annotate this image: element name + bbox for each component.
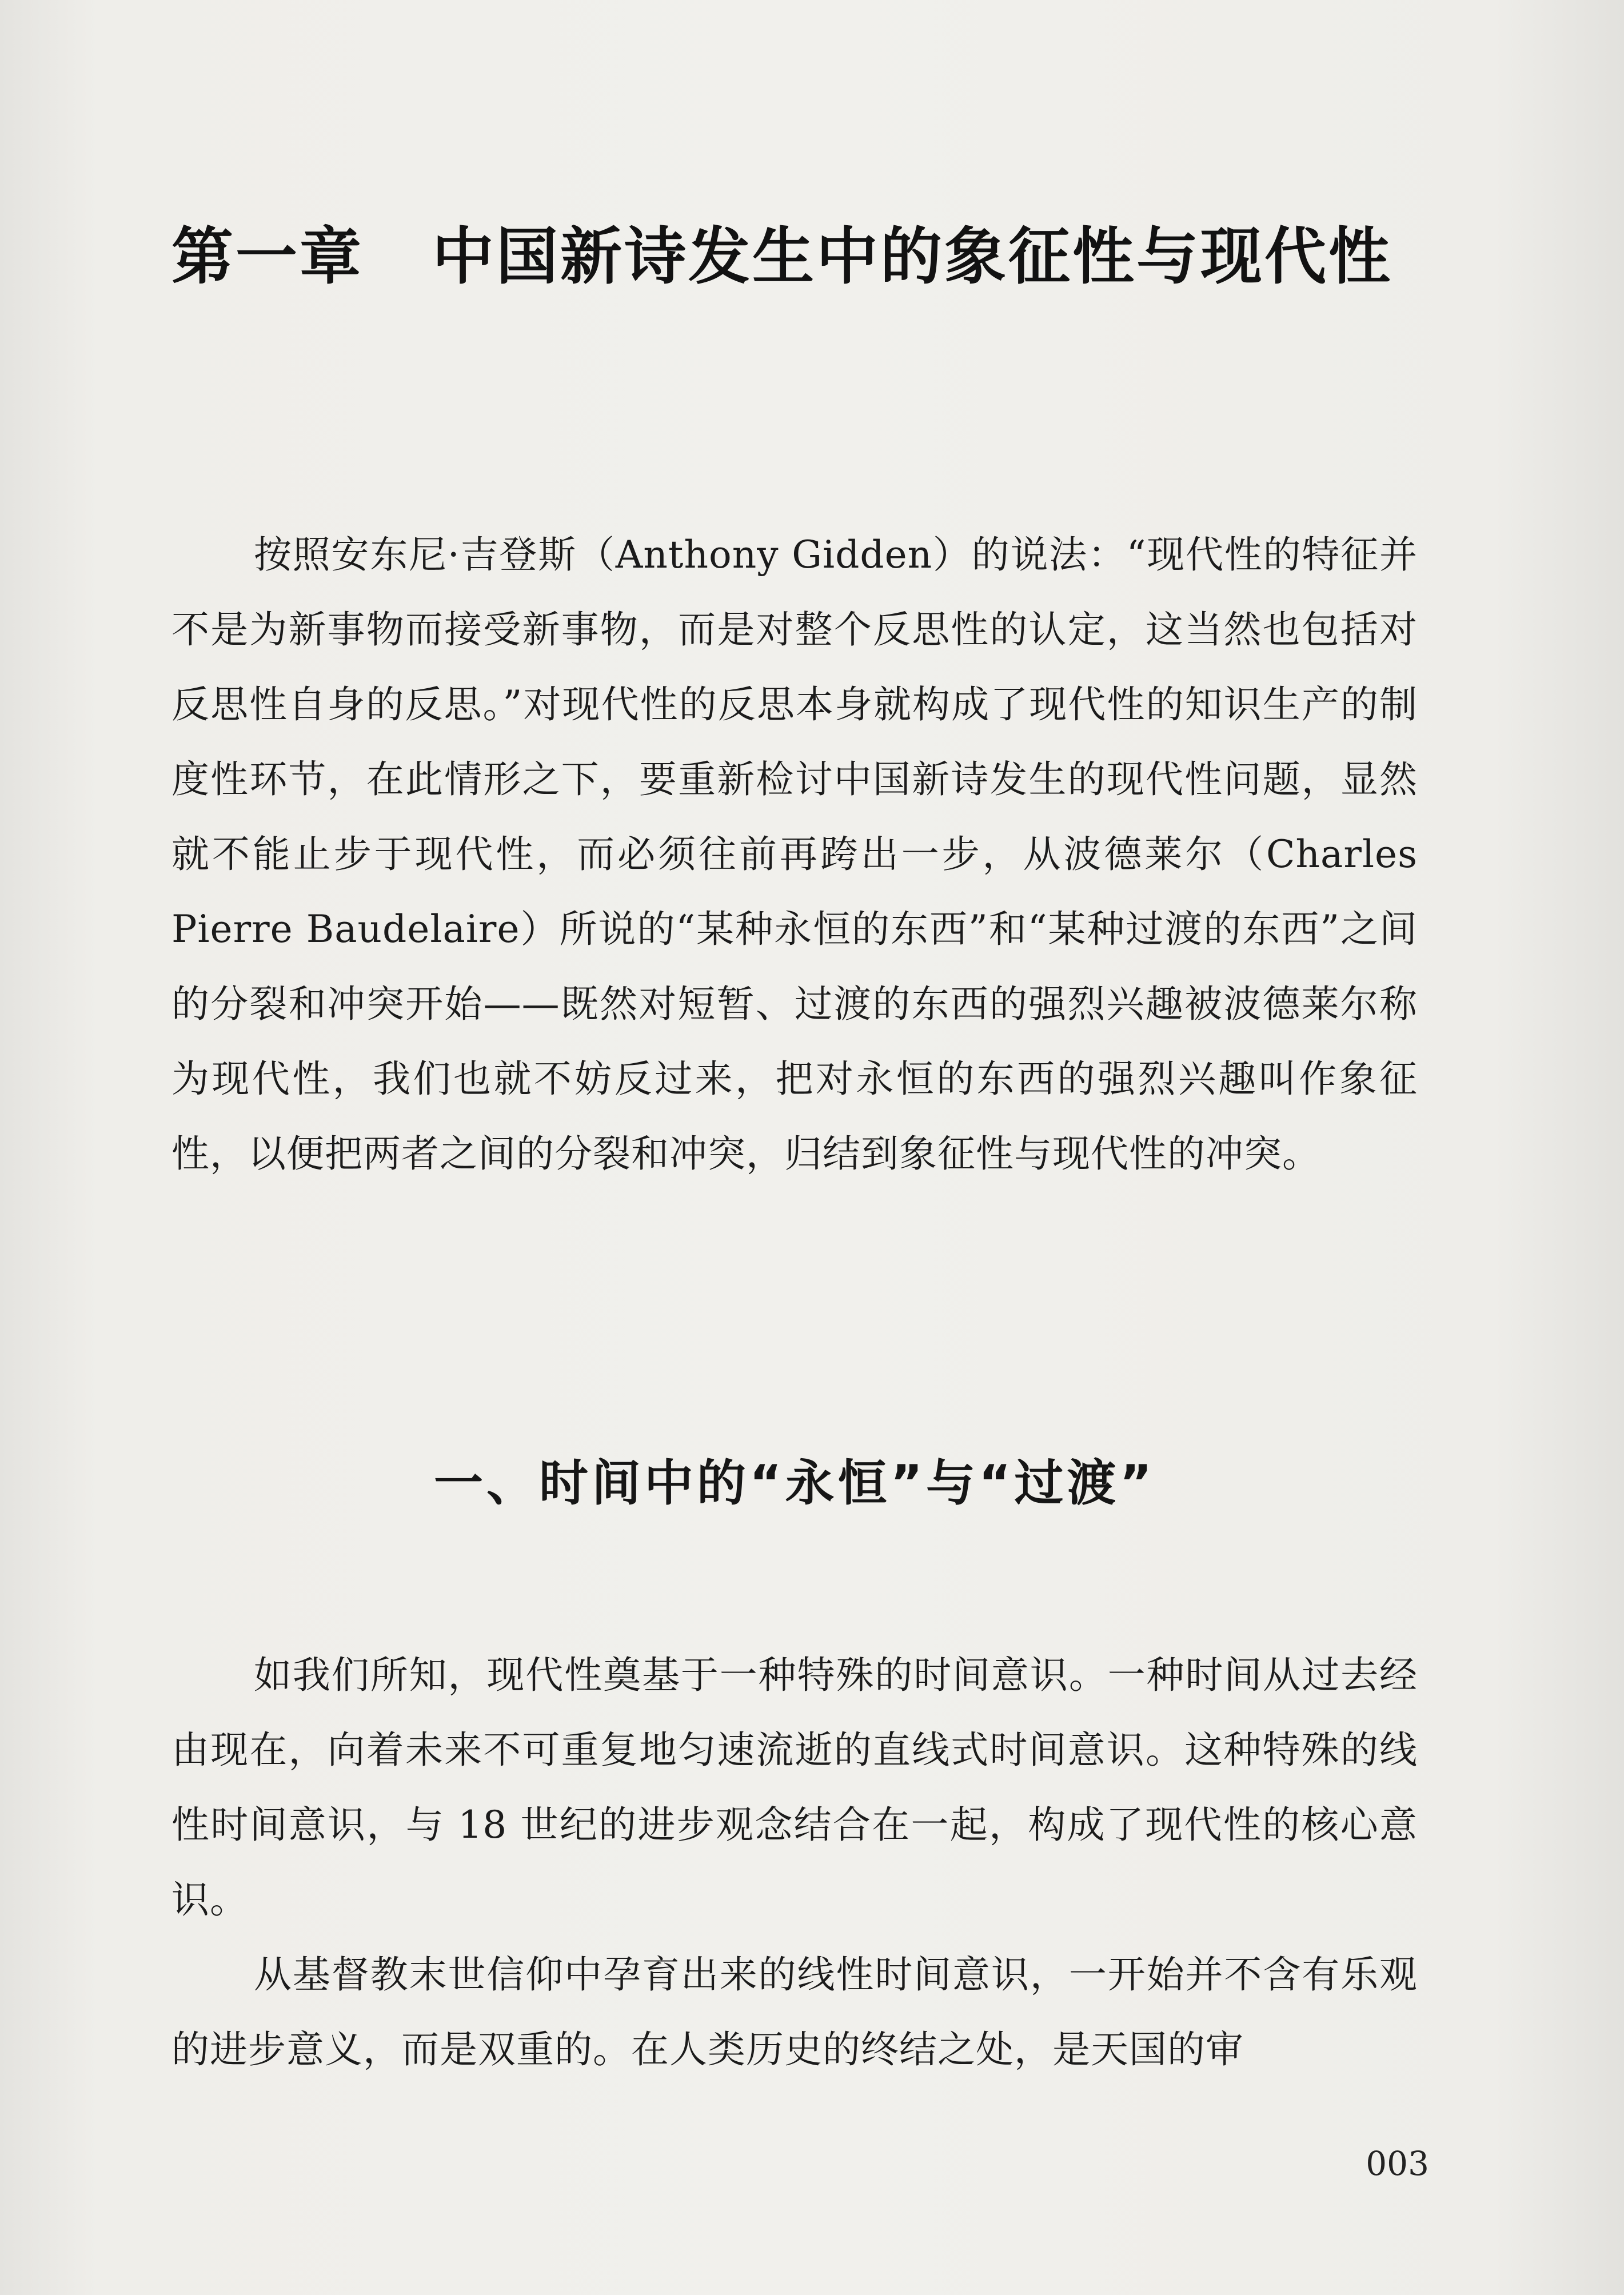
chapter-title bbox=[171, 217, 1418, 297]
section-body bbox=[171, 1638, 1418, 2087]
page-number: 003 bbox=[1366, 2144, 1429, 2183]
section-title: 一、时间中的“永恒”与“过渡” bbox=[433, 1455, 1156, 1512]
intro-paragraph: 按照安东尼·吉登斯（Anthony Gidden）的说法：“现代性的特征并不是为新事物而接受新事物，而是对整个反思性的认定，这当然也包括对反思性自身的反思。”对现代性的反思本身就构成了现代性的知识生产的制度性环节，在此情形之下，要重新检讨中国新诗发生的现代性问题，显然就不能止步于现代性，而必须往前再跨出一步，从波德莱尔（Charles Pierre Baudelaire）所说的“某种永恒的东西”和“某种过渡的东西”之间的分裂和冲突开始——既然对短暂、过渡的东西的强烈兴趣被波德莱尔称为现代性，我们也就不妨反过来，把对永恒的东西的强烈兴趣叫作象征性，以便把两者之间的分裂和冲突，归结到象征性与现代性的冲突。 bbox=[171, 533, 1418, 1176]
intro-block bbox=[171, 517, 1418, 1191]
section-paragraph-2: 从基督教末世信仰中孕育出来的线性时间意识，一开始并不含有乐观的进步意义，而是双重的。在人类历史的终结之处，是天国的审 bbox=[171, 1953, 1418, 2072]
chapter-title-text: 中国新诗发生中的象征性与现代性 bbox=[432, 221, 1393, 293]
chapter-label: 第一章 bbox=[171, 221, 364, 293]
section-paragraph-1: 如我们所知，现代性奠基于一种特殊的时间意识。一种时间从过去经由现在，向着未来不可重复地匀速流逝的直线式时间意识。这种特殊的线性时间意识，与 18 世纪的进步观念结合在一起，构成了现代性的核心意识。 bbox=[171, 1653, 1418, 1922]
